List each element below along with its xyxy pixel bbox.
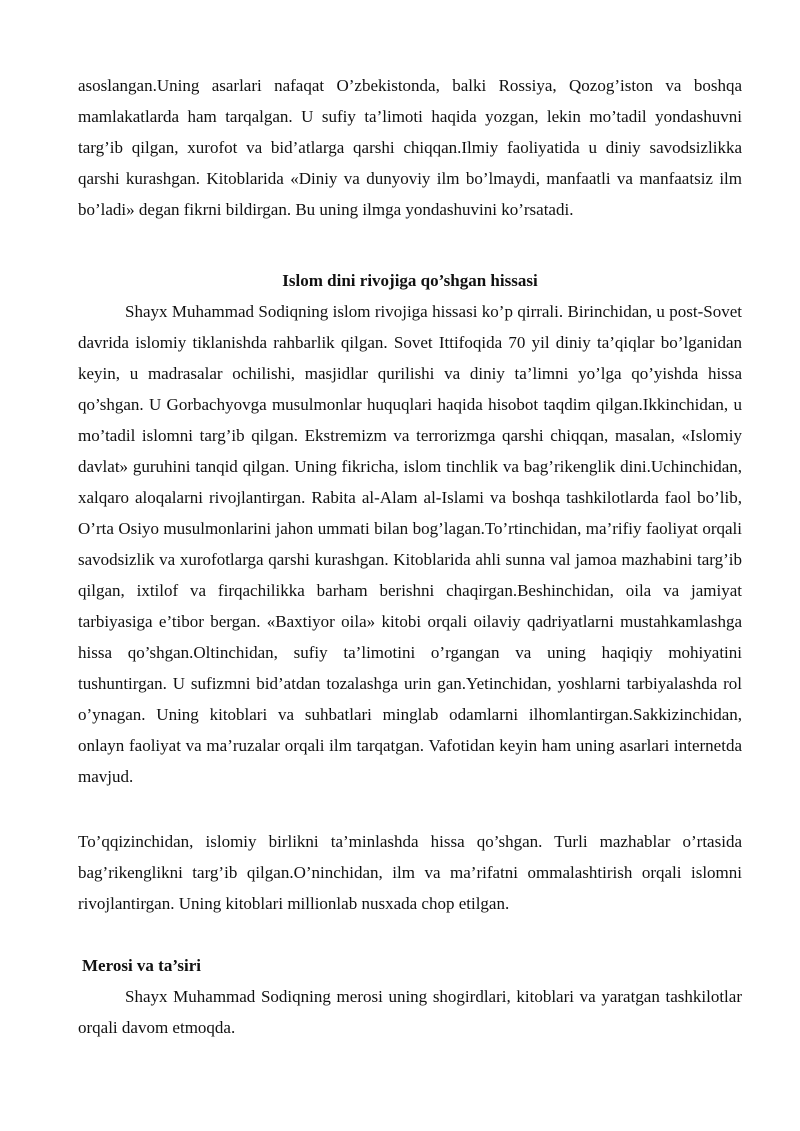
section-heading-legacy: Merosi va ta’siri	[82, 956, 201, 975]
legacy-paragraph: Shayx Muhammad Sodiqning merosi uning shogirdlari, kitoblari va yaratgan tashkilotlar orqali davom etmoqda.	[78, 987, 742, 1037]
section-heading-contribution: Islom dini rivojiga qo’shgan hissasi	[282, 271, 538, 290]
intro-paragraph: asoslangan.Uning asarlari nafaqat O’zbekistonda, balki Rossiya, Qozog’iston va boshqa mamlakatlarda ham tarqalgan. U sufiy ta’limoti haqida yozgan, lekin mo’tadil yondashuvni targ’ib qilgan, xurofot va bid’atlarga qarshi chiqqan.Ilmiy faoliyatida u diniy savodsizlikka qarshi kurashgan. Kitoblarida «Diniy va dunyoviy ilm bo’lmaydi, manfaatli va manfaatsiz ilm bo’ladi» degan fikrni bildirgan. Bu uning ilmga yondashuvini ko’rsatadi.	[78, 76, 742, 219]
contribution-paragraph: Shayx Muhammad Sodiqning islom rivojiga hissasi ko’p qirrali. Birinchidan, u post-Sovet davrida islomiy tiklanishda rahbarlik qilgan. Sovet Ittifoqida 70 yil diniy ta’qiqlar bo’lganidan keyin, u madrasalar ochilishi, masjidlar qurilishi va diniy ta’limni yo’lga qo’yishda hissa qo’shgan. U Gorbachyovga musulmonlar huquqlari haqida hisobot taqdim qilgan.Ikkinchidan, u mo’tadil islomni targ’ib qilgan. Ekstremizm va terrorizmga qarshi chiqqan, masalan, «Islomiy davlat» guruhini tanqid qilgan. Uning fikricha, islom tinchlik va bag’rikenglik dini.Uchinchidan, xalqaro aloqalarni rivojlantirgan. Rabita al-Alam al-Islami va boshqa tashkilotlarda faol bo’lib, O’rta Osiyo musulmonlarini jahon ummati bilan bog’lagan.To’rtinchidan, ma’rifiy faoliyat orqali savodsizlik va xurofotlarga qarshi kurashgan. Kitoblarida ahli sunna val jamoa mazhabini targ’ib qilgan, ixtilof va firqachilikka barham berishni chaqirgan.Beshinchidan, oila va jamiyat tarbiyasiga e’tibor bergan. «Baxtiyor oila» kitobi orqali oilaviy qadriyatlarni mustahkamlashga hissa qo’shgan.Oltinchidan, sufiy ta’limotini o’rgangan va uning haqiqiy mohiyatini tushuntirgan. U sufizmni bid’atdan tozalashga urin gan.Yetinchidan, yoshlarni tarbiyalashda rol o’ynagan. Uning kitoblari va suhbatlari minglab odamlarni ilhomlantirgan.Sakkizinchidan, onlayn faoliyat va ma’ruzalar orqali ilm tarqatgan. Vafotidan keyin ham uning asarlari internetda mavjud.	[78, 302, 742, 786]
contribution-paragraph-continued: To’qqizinchidan, islomiy birlikni ta’minlashda hissa qo’shgan. Turli mazhablar o’rtasida bag’rikenglikni targ’ib qilgan.O’ninchidan, ilm va ma’rifatni ommalashtirish orqali islomni rivojlantirgan. Uning kitoblari millionlab nusxada chop etilgan.	[78, 832, 742, 913]
